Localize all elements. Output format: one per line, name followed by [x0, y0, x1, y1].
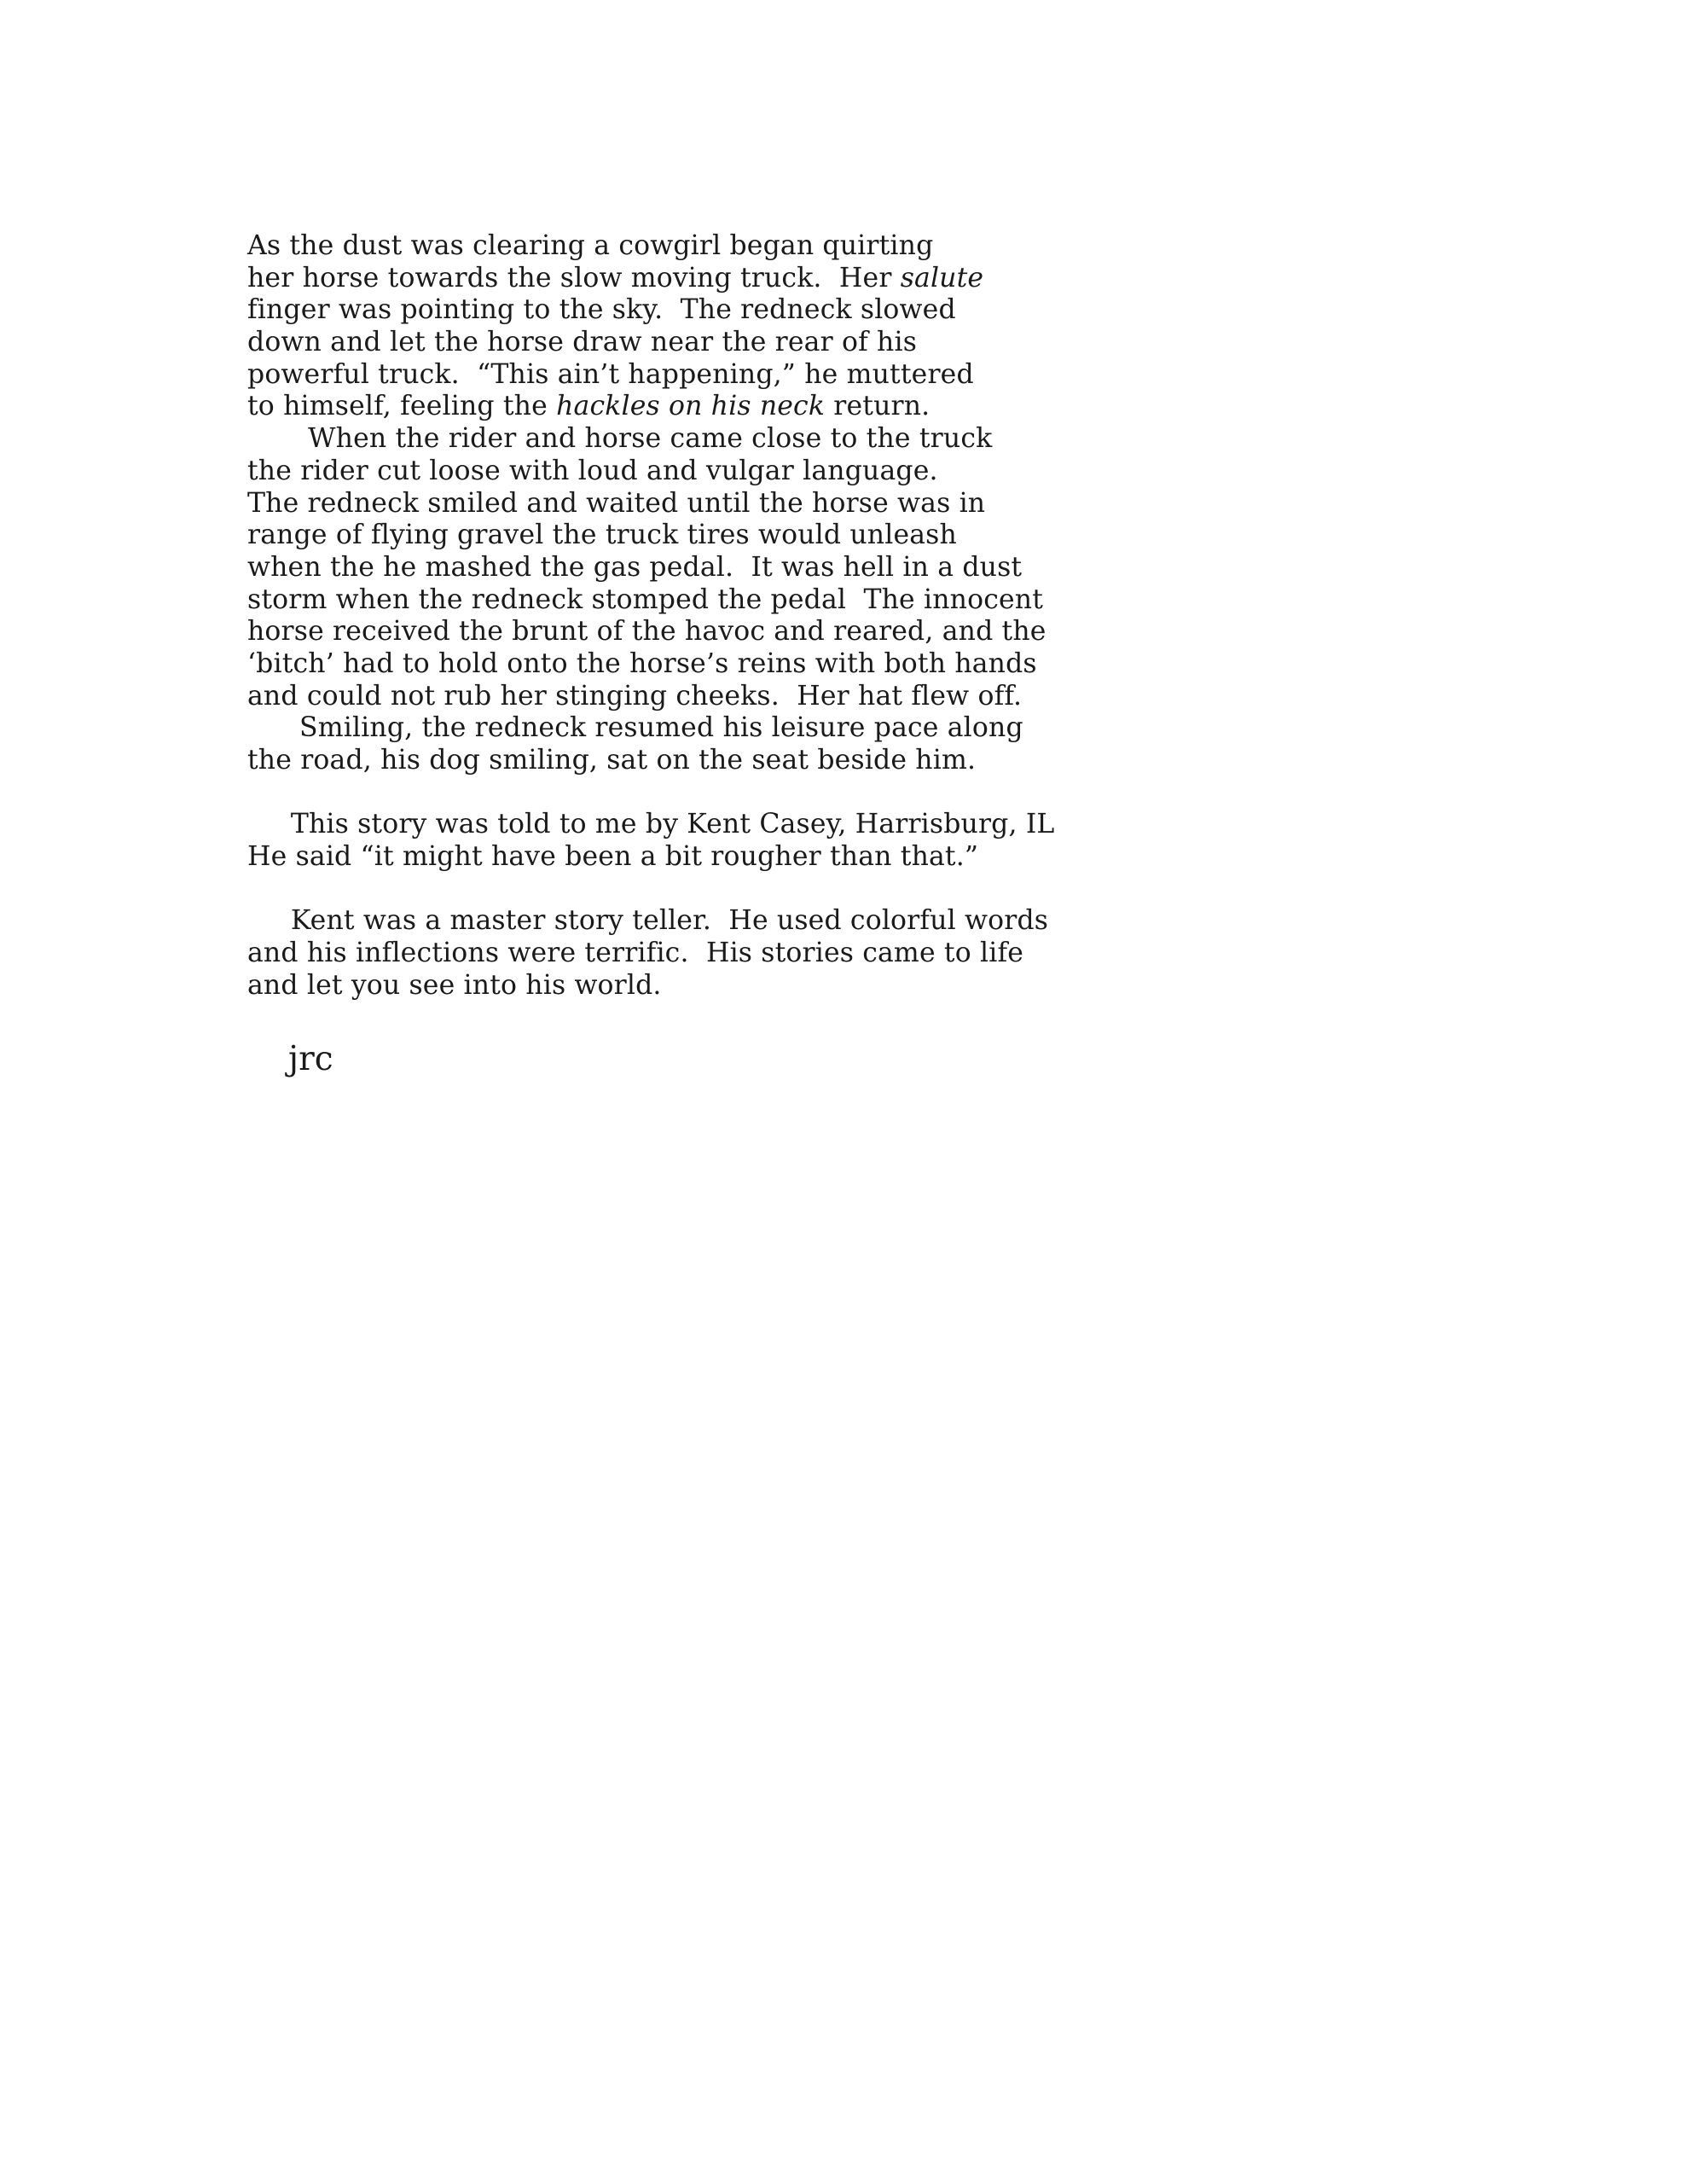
text-run: to himself, feeling the	[247, 391, 557, 422]
text-line: The redneck smiled and waited until the horse was in	[247, 487, 986, 519]
text-line: and could not rub her stinging cheeks. Her hat flew off.	[247, 680, 1023, 712]
text-line: Smiling, the redneck resumed his leisure pace along	[247, 712, 1023, 744]
text-line: when the he mashed the gas pedal. It was hell in a dust	[247, 551, 1023, 583]
text-line: As the dust was clearing a cowgirl began quirting	[247, 230, 934, 261]
text-line: down and let the horse draw near the rear of his	[247, 327, 918, 358]
text-line: storm when the redneck stomped the pedal The innocent	[247, 584, 1044, 615]
text-line: powerful truck. “This ain’t happening,” he muttered	[247, 358, 974, 390]
text-line: horse received the brunt of the havoc and reared, and the	[247, 616, 1046, 648]
italic-text-salute: salute	[900, 262, 984, 293]
text-line: He said “it might have been a bit rougher than that.”	[247, 841, 979, 873]
text-line: the road, his dog smiling, sat on the seat beside him.	[247, 745, 977, 775]
text-line: Kent was a master story teller. He used colorful words	[247, 905, 1049, 937]
text-line: This story was told to me by Kent Casey, Harrisburg, IL	[247, 809, 1055, 840]
text-line: and let you see into his world.	[247, 969, 662, 1001]
text-line: ‘bitch’ had to hold onto the horse’s reins with both hands	[247, 648, 1037, 679]
text-run: her horse towards the slow moving truck. Her	[247, 262, 901, 293]
text-line: the rider cut loose with loud and vulgar language.	[247, 455, 938, 486]
story-text	[247, 230, 1100, 1002]
paragraph-attribution	[247, 809, 1100, 873]
text-line	[247, 391, 1100, 423]
paragraph-cowgirl	[247, 230, 1100, 423]
paragraph-rider	[247, 423, 1100, 712]
text-line: and his inflections were terrific. His stories came to life	[247, 938, 1024, 969]
paragraph-spacer	[247, 874, 1100, 906]
author-initials: jrc	[288, 1040, 333, 1078]
text-line	[247, 263, 1100, 295]
text-line: range of flying gravel the truck tires would unleash	[247, 520, 957, 551]
text-line: finger was pointing to the sky. The redneck slowed	[247, 294, 956, 326]
paragraph-kent	[247, 905, 1100, 1002]
text-run: return.	[825, 391, 930, 422]
text-line: When the rider and horse came close to the truck	[247, 423, 993, 455]
paragraph-spacer	[247, 777, 1100, 810]
paragraph-smiling	[247, 712, 1100, 776]
italic-text-hackles: hackles on his neck	[556, 391, 826, 422]
